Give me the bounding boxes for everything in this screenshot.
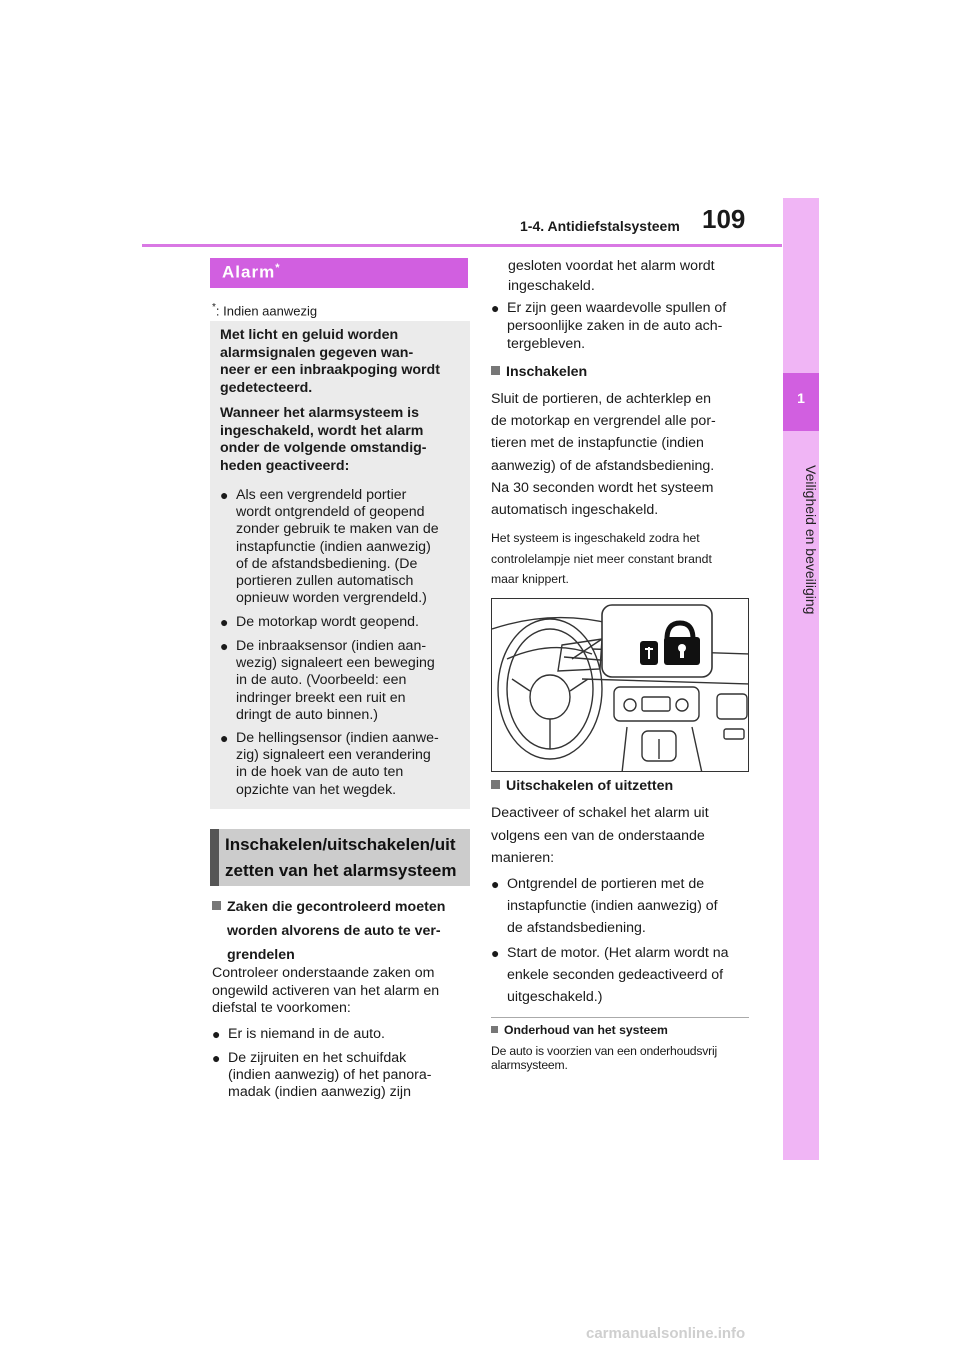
list-line: in de auto. (Voorbeeld: een [236,672,407,689]
list-item [212,1026,468,1043]
divider [491,1017,749,1018]
list-item [220,638,464,724]
list-line: enkele seconden gedeactiveerd of [507,967,724,983]
paragraph-line: Controleer onderstaande zaken om [212,965,435,981]
paragraph-line: diefstal te voorkomen: [212,1000,351,1016]
list-line: of de afstandsbediening. (De [236,555,418,572]
intro-paragraph-1 [220,327,464,397]
chapter-number: 1 [797,390,805,406]
section-header: 1-4. Antidiefstalsysteem [520,218,680,234]
list-line: tergebleven. [507,336,586,352]
dashboard-drawing [492,599,749,772]
list-item [212,1050,468,1102]
list-line: persoonlijke zaken in de auto ach- [507,318,723,334]
intro-line: Wanneer het alarmsysteem is [220,405,419,421]
watermark: carmanualsonline.info [586,1325,746,1342]
chapter-title-text: Veiligheid en beveiliging [803,465,819,615]
list-item [220,730,464,799]
maintenance-heading-text: Onderhoud van het systeem [504,1023,668,1037]
alarm-heading-text: Alarm [222,262,276,282]
checks-paragraph [212,965,468,1018]
list-line: uitgeschakeld.) [507,989,603,1005]
square-bullet-icon [491,780,500,789]
list-line: zonder gebruik te maken van de [236,521,439,538]
list-line: opnieuw worden vergrendeld.) [236,590,427,607]
sub-heading-line: Zaken die gecontroleerd moeten [227,899,446,915]
section-heading-line: zetten van het alarmsysteem [225,861,457,880]
list-item [491,299,749,353]
maintenance-text [491,1044,749,1072]
indicator-note [491,528,749,590]
list-item [220,487,464,607]
paragraph-line: de motorkap en vergrendel alle por- [491,413,716,430]
footnote-text: : Indien aanwezig [215,303,318,319]
bullet-icon: ● [491,300,500,316]
list-line: indringer breekt een ruit en [236,689,406,706]
paragraph-line: tieren met de instapfunctie (indien [491,435,704,452]
bullet-icon: ● [220,638,229,654]
dashboard-illustration [491,598,749,772]
section-heading-accent [210,829,219,886]
list-line: Ontgrendel de portieren met de [507,876,705,892]
list-line: Als een vergrendeld portier [236,487,407,503]
intro-line: Met licht en geluid worden [220,327,399,343]
chapter-title [783,440,819,640]
sub-heading-text: Inschakelen [506,364,588,380]
bullet-icon: ● [491,876,500,892]
sub-heading-text: Uitschakelen of uitzetten [506,778,674,794]
bullet-icon: ● [220,730,229,746]
inschakelen-text [491,388,749,521]
intro-line: onder de volgende omstandig- [220,440,427,456]
sub-heading-inschakelen [491,364,749,380]
bullet-icon: ● [220,487,229,503]
paragraph-line: ongewild activeren van het alarm en [212,982,440,999]
paragraph-line: gesloten voordat het alarm wordt [508,258,715,274]
header-rule [142,244,782,247]
list-line: zig) signaleert een verandering [236,747,431,764]
uitschakelen-text [491,802,749,870]
intro-line: gedetecteerd. [220,379,313,396]
list-line: wordt ontgrendeld of geopend [236,504,425,521]
paragraph-line: alarmsysteem. [491,1058,568,1072]
intro-paragraph-2 [220,405,464,475]
availability-footnote [212,302,317,318]
alarm-heading-mark: * [275,262,281,274]
list-line: dringt de auto binnen.) [236,706,378,723]
list-line: De zijruiten en het schuifdak [228,1050,407,1066]
list-item [491,873,749,939]
paragraph-line: Sluit de portieren, de achterklep en [491,391,712,407]
list-line: De inbraaksensor (indien aan- [236,638,427,654]
sub-heading-checks [212,895,468,967]
sub-heading-line: grendelen [227,947,295,963]
sub-heading-line: worden alvorens de auto te ver- [227,923,441,939]
bullet-icon: ● [212,1026,221,1042]
paragraph-line: manieren: [491,850,555,866]
paragraph-line: De auto is voorzien van een onderhoudsvrij [491,1044,718,1058]
list-line: wezig) signaleert een beweging [236,655,435,672]
list-line: (indien aanwezig) of het panora- [228,1067,432,1084]
bullet-icon: ● [491,945,500,961]
intro-line: ingeschakeld, wordt het alarm [220,422,424,439]
section-heading-line: Inschakelen/uitschakelen/uit [225,835,456,854]
list-line: portieren zullen automatisch [236,573,414,590]
note-line: maar knippert. [491,572,569,586]
list-line: madak (indien aanwezig) zijn [228,1084,411,1101]
section-heading [225,832,469,884]
square-bullet-icon [491,366,500,375]
list-line: instapfunctie (indien aanwezig) [236,538,431,555]
list-line: Er is niemand in de auto. [228,1026,385,1042]
maintenance-heading [491,1023,749,1037]
note-line: Het systeem is ingeschakeld zodra het [491,531,700,545]
continued-text [491,256,749,296]
sub-heading-uitschakelen [491,778,749,794]
note-line: controlelampje niet meer constant brandt [491,551,712,566]
alarm-heading [222,262,280,283]
square-bullet-icon [212,901,221,910]
list-line: De motorkap wordt geopend. [236,614,419,630]
intro-line: heden geactiveerd: [220,457,350,474]
intro-line: alarmsignalen gegeven wan- [220,344,414,361]
list-item [220,614,464,631]
paragraph-line: aanwezig) of de afstandsbediening. [491,457,715,474]
bullet-icon: ● [220,614,229,630]
paragraph-line: automatisch ingeschakeld. [491,502,659,519]
list-item [491,942,749,1008]
list-line: Er zijn geen waardevolle spullen of [507,300,727,316]
square-bullet-icon [491,1026,498,1033]
list-line: Start de motor. (Het alarm wordt na [507,945,729,961]
paragraph-line: ingeschakeld. [508,278,595,294]
chapter-side-tab [783,198,819,1160]
bullet-icon: ● [212,1050,221,1066]
list-line: instapfunctie (indien aanwezig) of [507,898,718,914]
paragraph-line: Deactiveer of schakel het alarm uit [491,805,709,821]
intro-line: neer er een inbraakpoging wordt [220,362,440,378]
footnote-mark: * [212,302,216,313]
list-line: De hellingsensor (indien aanwe- [236,730,439,746]
paragraph-line: Na 30 seconden wordt het systeem [491,479,714,496]
list-line: in de hoek van de auto ten [236,764,404,781]
list-line: de afstandsbediening. [507,920,646,936]
list-line: opzichte van het wegdek. [236,781,397,798]
paragraph-line: volgens een van de onderstaande [491,827,705,844]
page-number: 109 [702,204,746,234]
